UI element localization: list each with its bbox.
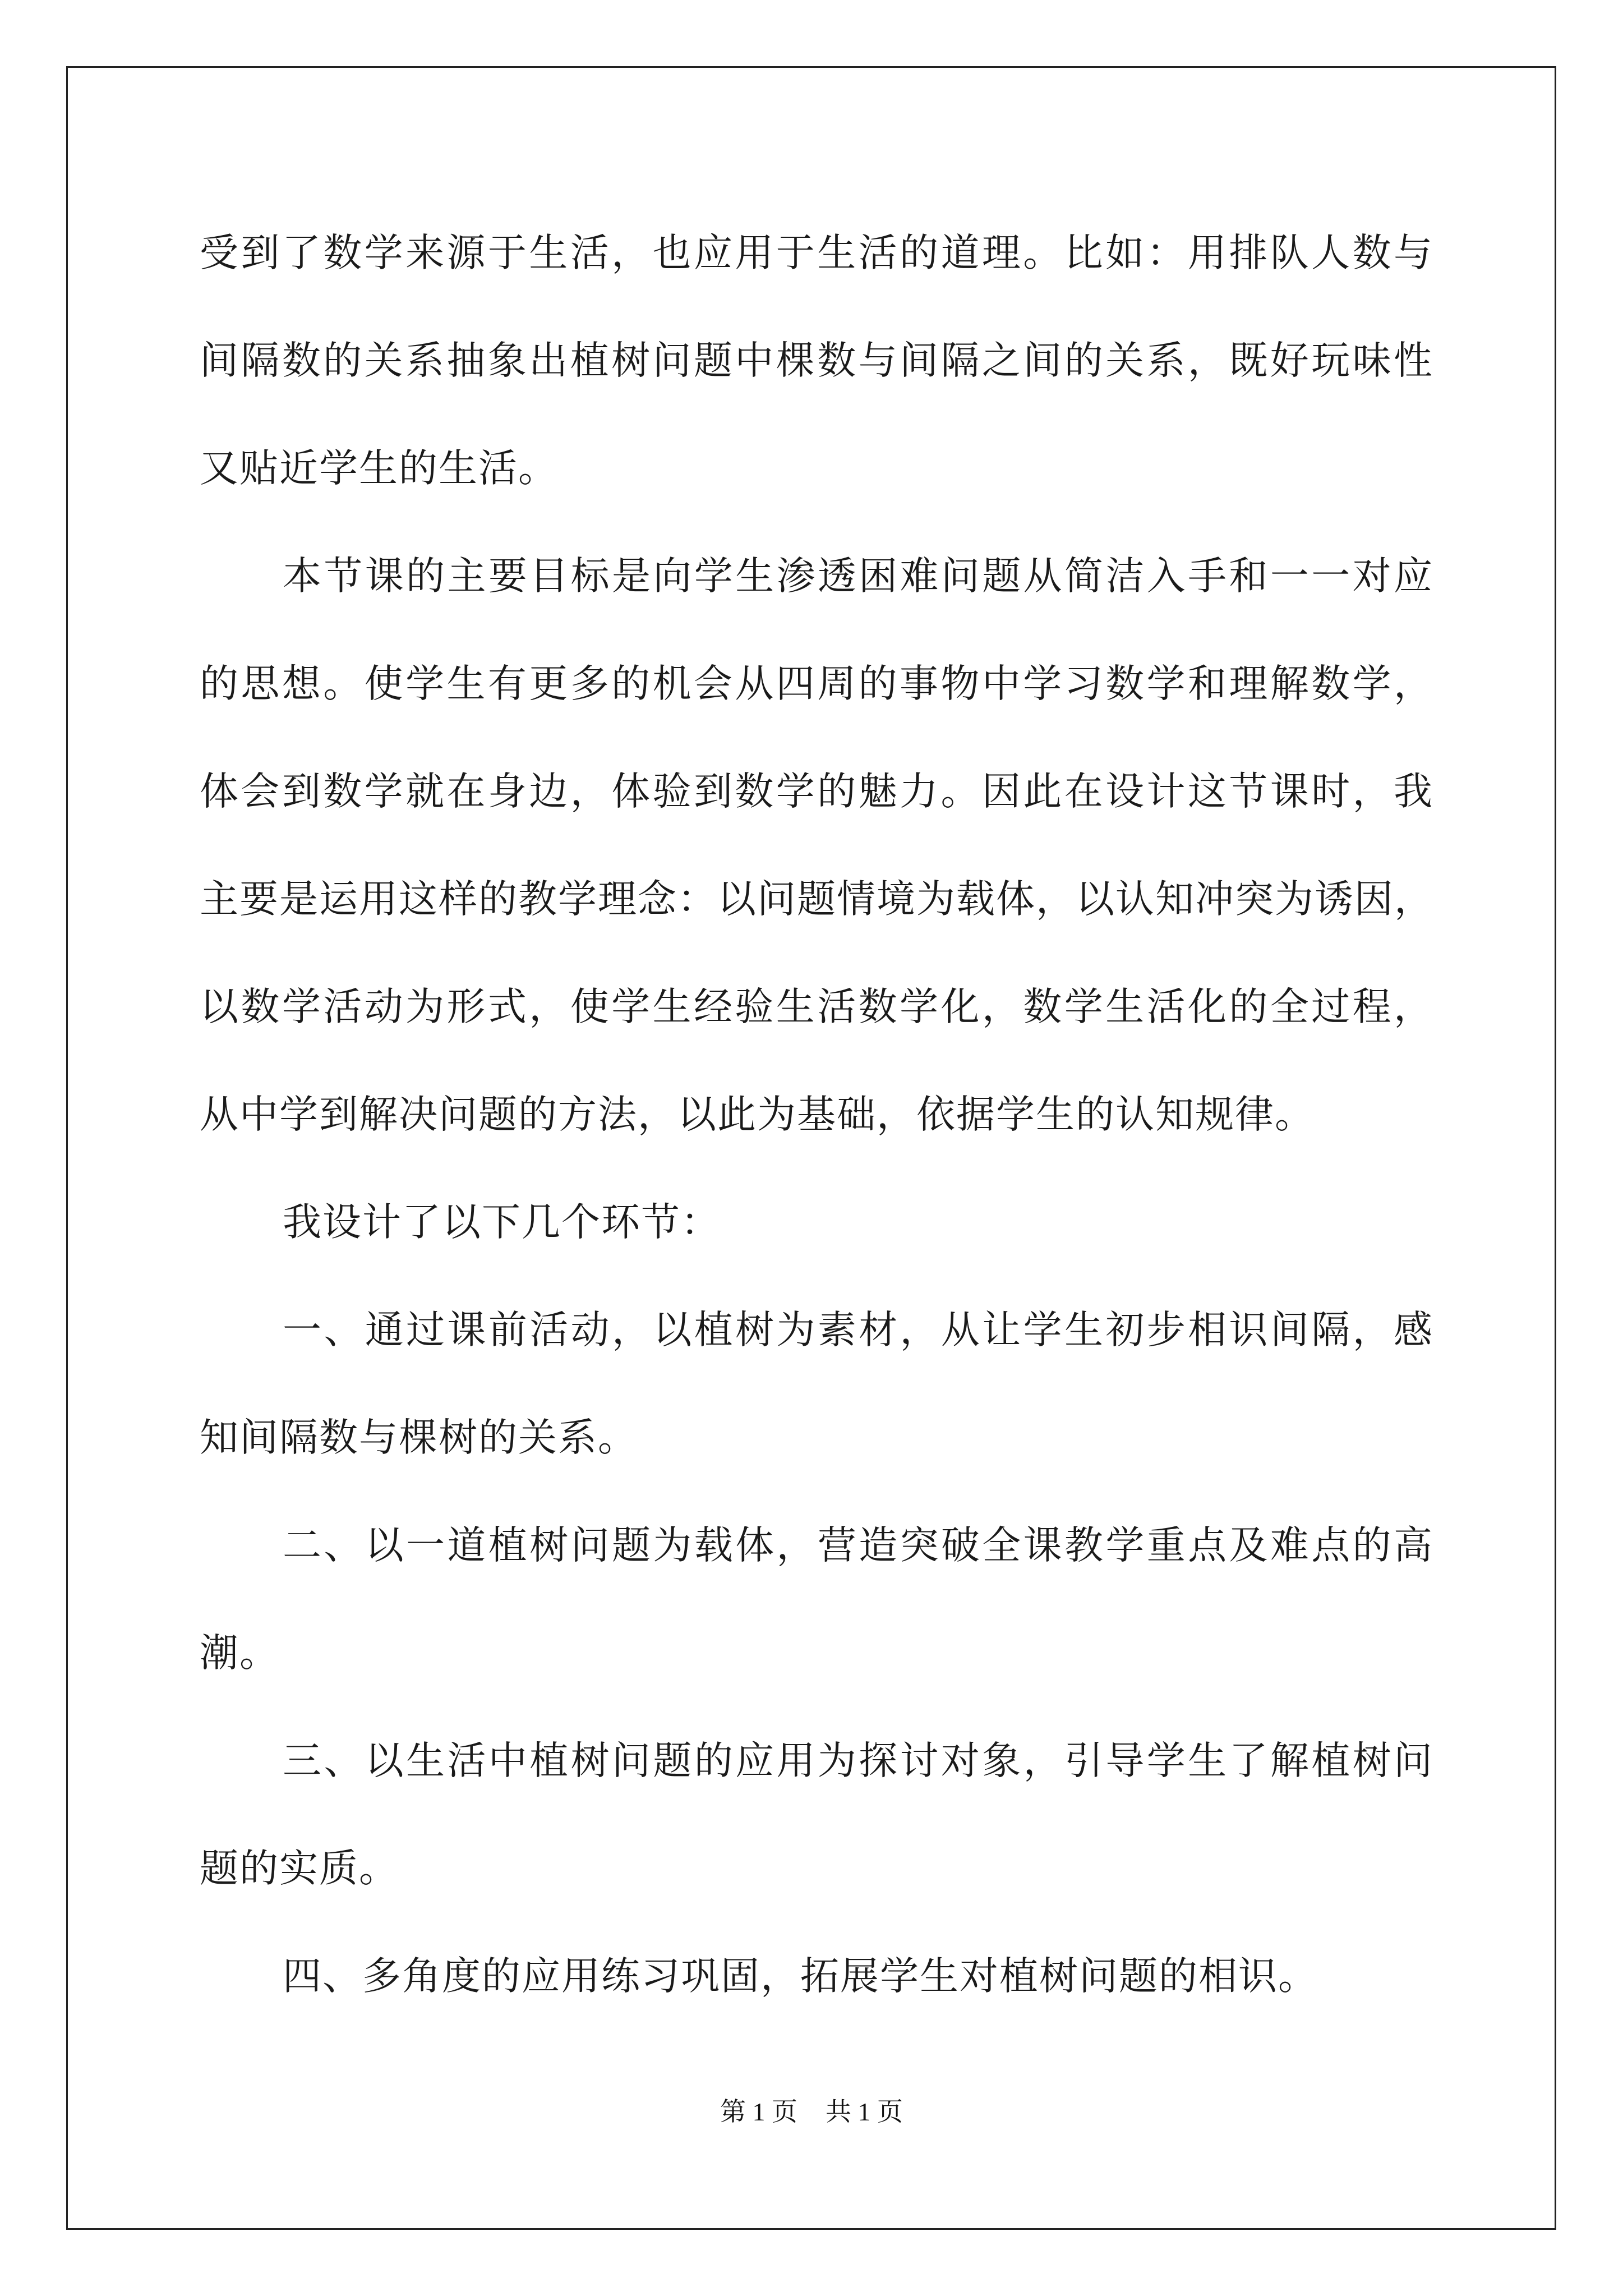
paragraph-first-line: 三、以生活中植树问题的应用为探讨对象，引导学生了解植树问 (283, 1738, 1433, 1783)
paragraph-first-line: 四、多角度的应用练习巩固，拓展学生对植树问题的相识。 (283, 1954, 1318, 1999)
text-line: 潮。 (200, 1631, 279, 1676)
paragraph-first-line: 我设计了以下几个环节： (283, 1200, 721, 1245)
text-line: 主要是运用这样的教学理念：以问题情境为载体，以认知冲突为诱因， (200, 877, 1434, 922)
text-line: 知间隔数与棵树的关系。 (200, 1415, 638, 1460)
document-body (200, 209, 1433, 2040)
text-line: 的思想。使学生有更多的机会从四周的事物中学习数学和理解数学， (200, 661, 1433, 706)
text-line: 从中学到解决问题的方法，以此为基础，依据学生的认知规律。 (200, 1092, 1315, 1137)
text-line: 又贴近学生的生活。 (200, 446, 558, 491)
paragraph-first-line: 本节课的主要目标是向学生渗透困难问题从简洁入手和一一对应 (283, 554, 1433, 599)
page-number-current: 第 1 页 (720, 2097, 797, 2126)
text-line: 受到了数学来源于生活，也应用于生活的道理。比如：用排队人数与 (200, 231, 1433, 275)
text-line: 题的实质。 (200, 1846, 399, 1891)
text-line: 以数学活动为形式，使学生经验生活数学化，数学生活化的全过程， (200, 984, 1433, 1029)
paragraph-first-line: 二、以一道植树问题为载体，营造突破全课教学重点及难点的高 (283, 1523, 1433, 1568)
page-number-total: 共 1 页 (826, 2097, 903, 2126)
paragraph-first-line: 一、通过课前活动，以植树为素材，从让学生初步相识间隔，感 (283, 1308, 1433, 1352)
page-footer (0, 2091, 1623, 2128)
text-line: 间隔数的关系抽象出植树问题中棵数与间隔之间的关系，既好玩味性 (200, 338, 1433, 383)
text-line: 体会到数学就在身边，体验到数学的魅力。因此在设计这节课时，我 (200, 769, 1433, 814)
